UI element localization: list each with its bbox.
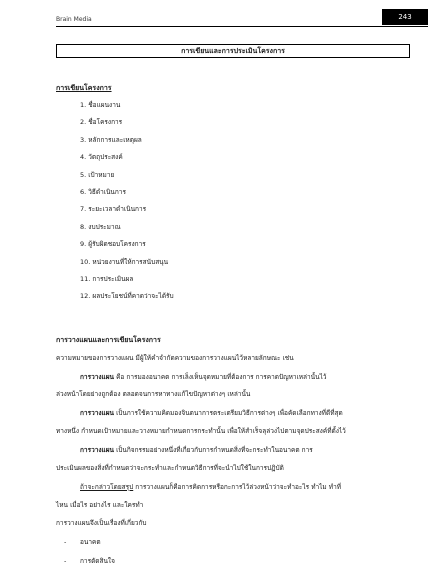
section-heading-project-writing: การเขียนโครงการ bbox=[56, 84, 112, 92]
list-item: 8. งบประมาณ bbox=[80, 222, 121, 231]
list-item: 2. ชื่อโครงการ bbox=[80, 118, 123, 127]
page-number-badge: 243 bbox=[382, 9, 428, 25]
publisher-label: Brain Media bbox=[56, 16, 92, 23]
paragraph-4-text: การวางแผนก็คือการคิดการหรือกะการไว้ล่วงหน้าว่าจะทำอะไร ทำไม ทำที่ bbox=[133, 483, 342, 491]
paragraph-4-term: ถ้าจะกล่าวโดยสรุป bbox=[80, 483, 134, 491]
list-item: 12. ผลประโยชน์ที่คาดว่าจะได้รับ bbox=[80, 292, 174, 301]
paragraph-2-line-2: ทางหนึ่ง กำหนดเป้าหมายและวางหมายกำหนดการกระทำนั้น เพื่อให้สำเร็จลุล่วงไปตามจุดประสงค์ที่ตั้งไว้ bbox=[56, 427, 346, 435]
bullet-item bbox=[64, 556, 115, 566]
list-item: 7. ระยะเวลาดำเนินการ bbox=[80, 205, 147, 214]
paragraph-1-line-1 bbox=[80, 372, 428, 382]
list-item: 1. ชื่อแผนงาน bbox=[80, 101, 121, 109]
chapter-title: การเขียนและการประเมินโครงการ bbox=[181, 46, 285, 55]
paragraph-1-line-2: ล่วงหน้าโดยย่างถูกต้อง ตลอดจนการหาทางแก้ไขปัญหาต่างๆ เหล่านั้น bbox=[56, 390, 251, 398]
dash-bullet-icon: - bbox=[64, 538, 67, 546]
bullet-text: การตัดสินใจ bbox=[80, 557, 115, 565]
paragraph-5: การวางแผนจึงเป็นเรื่องที่เกี่ยวกับ bbox=[56, 519, 147, 527]
paragraph-1-text: คือ การมองอนาคต การเล็งเห็นจุดหมายที่ต้องการ การคาดปัญหาเหล่านั้นไว้ bbox=[114, 373, 327, 381]
header-divider bbox=[56, 26, 428, 27]
list-item: 3. หลักการและเหตุผล bbox=[80, 135, 142, 144]
dash-bullet-icon: - bbox=[64, 557, 67, 565]
list-item: 10. หน่วยงานที่ให้การสนับสนุน bbox=[80, 257, 169, 266]
list-item: 11. การประเมินผล bbox=[80, 274, 134, 283]
list-item: 9. ผู้รับผิดชอบโครงการ bbox=[80, 240, 146, 249]
bullet-item bbox=[64, 537, 101, 547]
paragraph-3-line-2: ประเมินผลของสิ่งที่กำหนดว่าจะกระทำและกำหนดวิธีการที่จะนำไปใช้ในการปฏิบัติ bbox=[56, 464, 284, 472]
paragraph-4-line-2: ไหน เมื่อไร อย่างไร และใครทำ bbox=[56, 501, 144, 509]
section-heading-planning: การวางแผนและการเขียนโครงการ bbox=[56, 336, 161, 344]
paragraph-3-term: การวางแผน bbox=[80, 446, 114, 454]
chapter-title-box bbox=[56, 44, 410, 58]
paragraph-3-line-1 bbox=[80, 445, 428, 455]
list-item: 5. เป้าหมาย bbox=[80, 170, 115, 179]
paragraph-2-line-1 bbox=[80, 408, 428, 418]
paragraph-4-line-1 bbox=[80, 482, 428, 492]
bullet-text: อนาคต bbox=[80, 538, 101, 546]
paragraph-1-term: การวางแผน bbox=[80, 373, 114, 381]
list-item: 6. วิธีดำเนินการ bbox=[80, 187, 126, 196]
list-item: 4. วัตถุประสงค์ bbox=[80, 153, 123, 162]
paragraph-2-text: เป็นการใช้ความคิดมองจินตนาการตระเตรียมวิธีการต่างๆ เพื่อคัดเลือกทางที่ดีที่สุด bbox=[114, 409, 343, 417]
paragraph-2-term: การวางแผน bbox=[80, 409, 114, 417]
project-components-list bbox=[80, 97, 174, 306]
paragraph-3-text: เป็นกิจกรรมอย่างหนึ่งที่เกี่ยวกับการกำหนดสิ่งที่จะกระทำในอนาคต การ bbox=[114, 446, 313, 454]
planning-intro: ความหมายของการวางแผน มีผู้ให้คำจำกัดความของการวางแผนไว้หลายลักษณะ เช่น bbox=[56, 354, 294, 362]
